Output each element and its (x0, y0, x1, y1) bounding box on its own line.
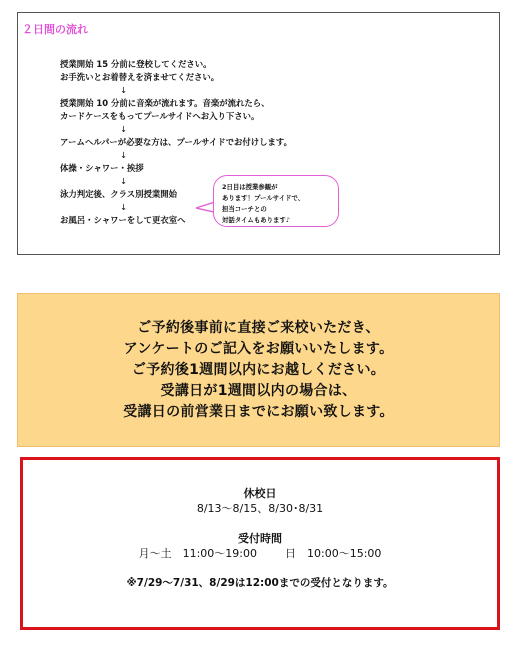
flow-line: アームヘルパーが必要な方は、プールサイドでお付けします。 (60, 137, 292, 147)
notice-line: ご予約後1週間以内にお越しください。 (131, 361, 386, 378)
reception-hours-title: 受付時間 (238, 532, 282, 545)
notice-line: 受講日が1週間以内の場合は、 (160, 382, 357, 399)
down-arrow-icon: ↓ (120, 176, 128, 186)
flow-line: カードケースをもってプールサイドへお入り下さい。 (60, 111, 260, 121)
notice-line: アンケートのご記入をお願いいたします。 (123, 340, 394, 357)
notice-line: ご予約後事前に直接ご来校いただき、 (137, 319, 380, 336)
closed-days-title: 休校日 (243, 487, 277, 500)
flow-section (17, 12, 500, 255)
flow-line: お手洗いとお着替えを済ませてください。 (60, 72, 220, 82)
schedule-note: ※7/29～7/31、8/29は12:00までの受付となります。 (126, 577, 394, 589)
notice-line: 受講日の前営業日までにお願い致します。 (123, 403, 394, 420)
flow-line: 授業開始 15 分前に登校してください。 (60, 59, 212, 69)
down-arrow-icon: ↓ (120, 85, 128, 95)
flow-line: 体操・シャワー・挨拶 (60, 163, 144, 173)
flow-line: 泳力判定後、クラス別授業開始 (60, 189, 177, 199)
weekday-hours: 月～土 11:00～19:00 (138, 547, 257, 560)
flow-line: お風呂・シャワーをして更衣室へ (60, 215, 186, 225)
schedule-section (20, 457, 500, 630)
bubble-line: 2日目は授業参観が (222, 183, 278, 191)
down-arrow-icon: ↓ (120, 202, 128, 212)
closed-days-dates: 8/13～8/15、8/30･8/31 (196, 502, 324, 515)
down-arrow-icon: ↓ (120, 150, 128, 160)
down-arrow-icon: ↓ (120, 124, 128, 134)
speech-bubble (213, 175, 339, 227)
bubble-line: あります！プールサイドで、 (222, 194, 305, 202)
flow-line: 授業開始 10 分前に音楽が流れます。音楽が流れたら、 (60, 98, 270, 108)
reception-hours-row (23, 546, 497, 561)
bubble-line: 対話タイムもあります♪ (222, 216, 290, 224)
bubble-line: 担当コーチとの (222, 205, 267, 213)
reservation-notice (17, 293, 500, 447)
sunday-hours: 日 10:00～15:00 (285, 547, 382, 560)
flow-title: ２日間の流れ (22, 23, 88, 36)
